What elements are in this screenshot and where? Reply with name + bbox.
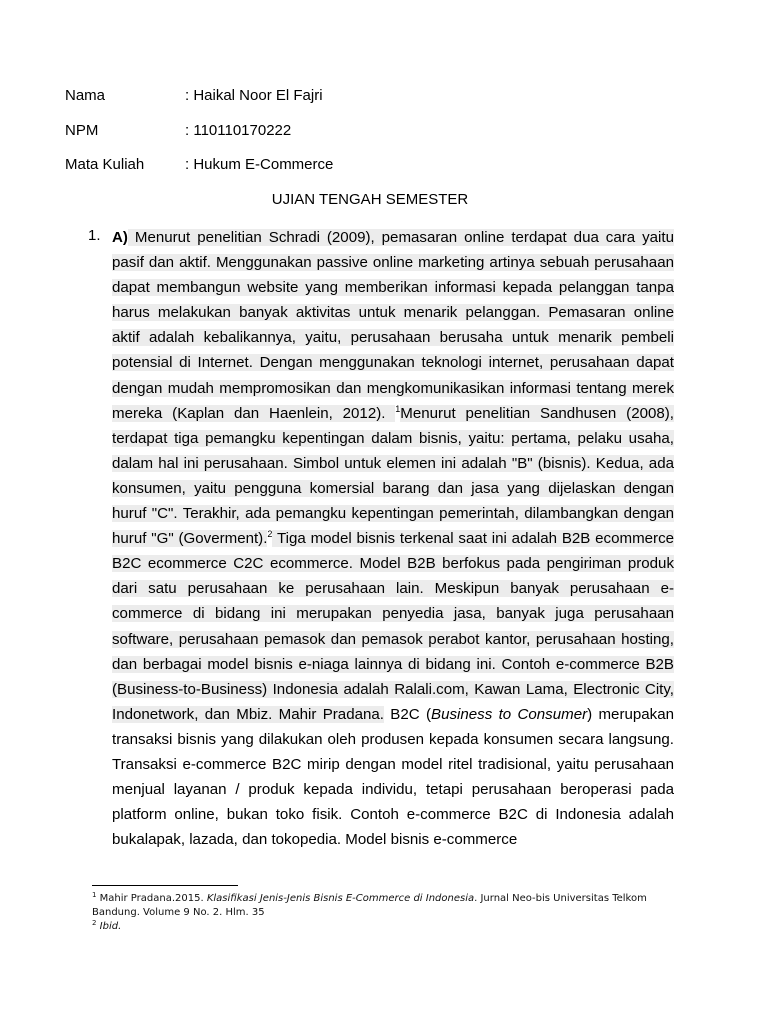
italic-term: Business to Consumer — [431, 705, 588, 723]
footnote-2 — [92, 920, 682, 934]
paragraph-segment: Menurut penelitian Sandhusen (2008), terdapat tiga pemangku kepentingan dalam bisnis, yaitu: pertama, pelaku usaha, dalam hal ini perusahaan. Simbol untuk elemen ini adalah "B" (bisnis). Kedua, ada konsumen, yaitu pengguna komersial barang dan jasa yang dijelaskan dengan huruf "C". Terakhir, ada pemangku kepentingan pemerintah, dilambangkan dengan huruf "G" (Goverment). — [112, 404, 674, 548]
footnote-ref: 1 — [395, 403, 401, 414]
name-label: Nama — [65, 87, 106, 104]
footnote-number: 1 — [92, 891, 97, 899]
footnote-text: Mahir Pradana.2015. — [96, 893, 207, 904]
footnotes — [92, 892, 682, 934]
npm-label: NPM — [65, 122, 99, 139]
list-number: 1. — [88, 227, 101, 244]
paragraph-segment: Menurut penelitian Schradi (2009), pemasaran online terdapat dua cara yaitu pasif dan aktif. Menggunakan passive online marketing artinya sebuah perusahaan dapat membangun website yang memberikan informasi kepada pelanggan tanpa harus melakukan banyak aktivitas untuk menarik pelanggan. Pemasaran online aktif adalah kebalikannya, yaitu, perusahaan berusaha untuk menarik pembeli potensial di Internet. Dengan menggunakan teknologi internet, perusahaan dapat dengan mudah mempromosikan dan mengkomunikasikan informasi tentang merek mereka (Kaplan dan Haenlein, 2012). — [112, 229, 674, 422]
footnote-ref: 2 — [267, 529, 273, 540]
footnote-number: 2 — [92, 919, 97, 927]
paragraph-segment: Tiga model bisnis terkenal saat ini adalah B2B ecommerce B2C ecommerce C2C ecommerce. Model B2B berfokus pada pengiriman produk dari satu perusahaan ke perusahaan lain. Meskipun banyak perusahaan e-commerce di bidang ini merupakan penyedia jasa, banyak juga perusahaan software, perusahaan pemasok dan pemasok perabot kantor, perusahaan hosting, dan berbagai model bisnis e-niaga lainnya di bidang ini. Contoh e-commerce B2B (Business-to-Business) Indonesia adalah Ralali.com, Kawan Lama, Electronic City, Indonetwork, dan Mbiz. Mahir Pradana. — [112, 530, 675, 723]
name-value: : Haikal Noor El Fajri — [185, 87, 323, 104]
footnote-divider — [92, 885, 238, 886]
paragraph-segment: B2C ( — [383, 705, 432, 723]
footnote-title: Klasifikasi Jenis-Jenis Bisnis E-Commerce di Indonesia — [206, 893, 475, 904]
course-label: Mata Kuliah — [65, 156, 145, 173]
footnote-1 — [92, 892, 682, 920]
npm-value: : 110110170222 — [185, 122, 292, 139]
answer-label: A) — [112, 229, 128, 246]
footnote-text: Ibid. — [99, 921, 122, 932]
document-title: UJIAN TENGAH SEMESTER — [271, 191, 469, 208]
footnote-text: . Jurnal Neo-bis Universitas Telkom Bandung. Volume 9 No. 2. Hlm. 35 — [92, 893, 647, 918]
course-value: : Hukum E-Commerce — [185, 156, 334, 173]
answer-paragraph — [112, 225, 674, 852]
paragraph-segment: ) merupakan transaksi bisnis yang dilakukan oleh produsen kepada konsumen secara langsung. Transaksi e-commerce B2C mirip dengan model ritel tradisional, yaitu perusahaan menjual layanan / produk kepada individu, tetapi perusahaan beroperasi pada platform online, bukan toko fisik. Contoh e-commerce B2C di Indonesia adalah bukalapak, lazada, dan tokopedia. Model bisnis e-commerce — [112, 705, 674, 849]
